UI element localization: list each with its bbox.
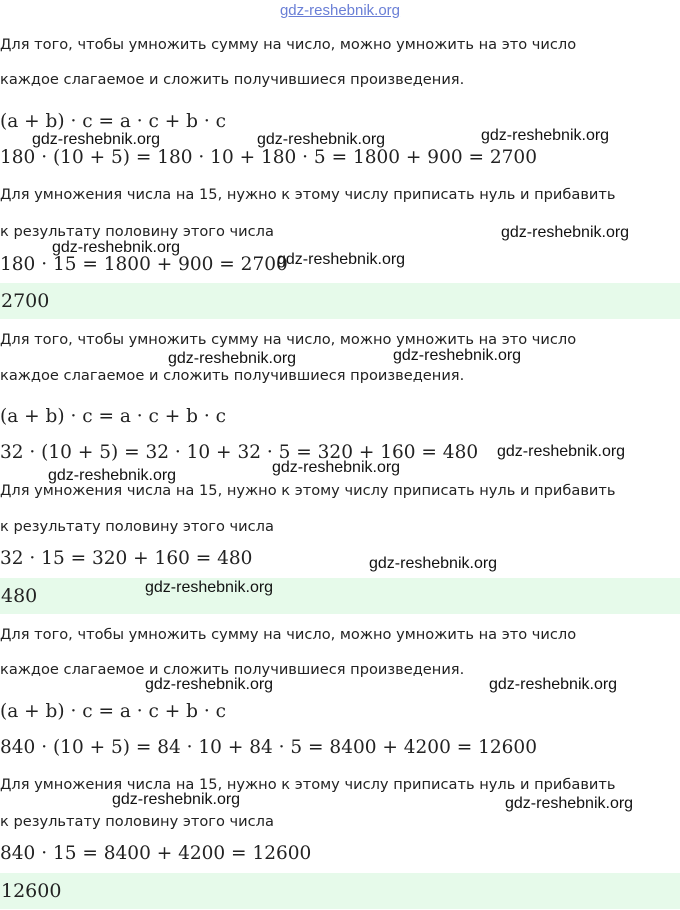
rule-line-1: Для того, чтобы умножить сумму на число, можно умножить на это число bbox=[0, 331, 577, 348]
answer-box: 12600 bbox=[0, 873, 680, 909]
rule-line-2: каждое слагаемое и сложить получившиеся произведения. bbox=[0, 71, 465, 88]
watermark: gdz-reshebnik.org bbox=[168, 350, 297, 367]
rule-line-1: Для того, чтобы умножить сумму на число, можно умножить на это число bbox=[0, 626, 577, 643]
rule-line-1: Для того, чтобы умножить сумму на число, можно умножить на это число bbox=[0, 36, 577, 53]
tip-line-2: к результату половину этого числа bbox=[0, 223, 274, 240]
watermark: gdz-reshebnik.org bbox=[393, 347, 522, 364]
tip-line-2: к результату половину этого числа bbox=[0, 518, 274, 535]
watermark: gdz-reshebnik.org bbox=[32, 131, 161, 148]
shortcut: 32 · 15 = 320 + 160 = 480 bbox=[0, 548, 253, 569]
watermark: gdz-reshebnik.org bbox=[257, 131, 386, 148]
watermark: gdz-reshebnik.org bbox=[277, 251, 406, 268]
watermark: gdz-reshebnik.org bbox=[489, 676, 618, 693]
watermark: gdz-reshebnik.org bbox=[497, 443, 626, 460]
watermark: gdz-reshebnik.org bbox=[52, 239, 181, 256]
watermark: gdz-reshebnik.org bbox=[481, 127, 610, 144]
formula: (a + b) · c = a · c + b · c bbox=[0, 406, 226, 427]
watermark: gdz-reshebnik.org bbox=[145, 579, 274, 596]
expansion: 840 · (10 + 5) = 84 · 10 + 84 · 5 = 8400 + 4200 = 12600 bbox=[0, 737, 537, 758]
formula: (a + b) · c = a · c + b · c bbox=[0, 701, 226, 722]
watermark: gdz-reshebnik.org bbox=[145, 676, 274, 693]
shortcut: 840 · 15 = 8400 + 4200 = 12600 bbox=[0, 843, 312, 864]
answer-box: 2700 bbox=[0, 283, 680, 319]
site-title[interactable]: gdz-reshebnik.org bbox=[279, 2, 401, 19]
watermark: gdz-reshebnik.org bbox=[272, 459, 401, 476]
formula: (a + b) · c = a · c + b · c bbox=[0, 111, 226, 132]
tip-line-2: к результату половину этого числа bbox=[0, 813, 274, 830]
shortcut: 180 · 15 = 1800 + 900 = 2700 bbox=[0, 254, 288, 275]
expansion: 180 · (10 + 5) = 180 · 10 + 180 · 5 = 1800 + 900 = 2700 bbox=[0, 147, 537, 168]
answer-box: 480 bbox=[0, 578, 680, 614]
watermark: gdz-reshebnik.org bbox=[112, 791, 241, 808]
watermark: gdz-reshebnik.org bbox=[505, 795, 634, 812]
tip-line-1: Для умножения числа на 15, нужно к этому числу приписать нуль и прибавить bbox=[0, 482, 616, 499]
watermark: gdz-reshebnik.org bbox=[369, 555, 498, 572]
rule-line-2: каждое слагаемое и сложить получившиеся произведения. bbox=[0, 661, 465, 678]
watermark: gdz-reshebnik.org bbox=[48, 467, 177, 484]
expansion: 32 · (10 + 5) = 32 · 10 + 32 · 5 = 320 + 160 = 480 bbox=[0, 442, 479, 463]
tip-line-1: Для умножения числа на 15, нужно к этому числу приписать нуль и прибавить bbox=[0, 186, 616, 203]
rule-line-2: каждое слагаемое и сложить получившиеся произведения. bbox=[0, 367, 465, 384]
tip-line-1: Для умножения числа на 15, нужно к этому числу приписать нуль и прибавить bbox=[0, 776, 616, 793]
watermark: gdz-reshebnik.org bbox=[501, 224, 630, 241]
